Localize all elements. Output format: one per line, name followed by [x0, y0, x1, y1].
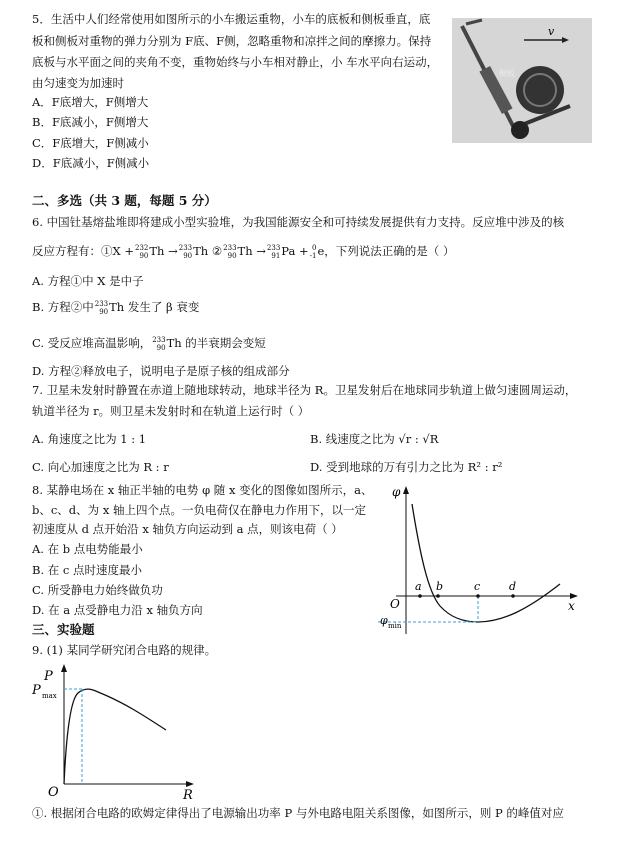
cart-illustration [452, 18, 592, 143]
label-c: c [474, 580, 481, 593]
label-d: d [509, 580, 517, 593]
q8-line1: 8. 某静电场在 x 轴正半轴的电势 φ 随 x 变化的图像如图所示，a、 [32, 483, 373, 497]
q6-c-charge: 90 [156, 344, 166, 352]
label-a: a [415, 580, 422, 593]
q6-option-c [32, 336, 266, 352]
q8-line3: 初速度从 d 点开始沿 x 轴负方向运动到 a 点，则该电荷（ ） [32, 522, 343, 536]
section-experiment-heading: 三、实验题 [32, 622, 95, 637]
pmax-label: P [32, 683, 41, 698]
q6-b-mass: 233 [94, 300, 109, 308]
q6-c-prefix: C. 受反应堆高温影响， [32, 336, 152, 350]
potential-graph [378, 484, 583, 644]
point-c [476, 594, 480, 598]
p-label: P [44, 669, 53, 684]
q5-line3: 底板与水平面之间的夹角不变，重物始终与小车相对静止，小 车水平向右运动， [32, 55, 439, 69]
section-multi-choice-heading: 二、多选（共 3 题，每题 5 分） [32, 193, 217, 208]
cart-wheel [511, 121, 529, 139]
th232-charge: 90 [139, 252, 149, 260]
origin-label-2: O [48, 785, 59, 800]
q8-option-b: B. 在 c 点时速度最小 [32, 563, 143, 577]
q7-option-b: B. 线速度之比为 √r : √R [310, 432, 439, 446]
q6-c-suffix: Th 的半衰期会变短 [166, 336, 266, 350]
eq-pa: Pa + [281, 244, 309, 258]
q6-b-prefix: B. 方程②中 [32, 300, 94, 314]
point-a [418, 594, 422, 598]
q5-option-c: C．F底增大，F侧减小 [32, 136, 149, 150]
electron-mass: 0 [312, 244, 317, 252]
eq-electron: e [317, 244, 325, 258]
q5-line1: 5．生活中人们经常使用如图所示的小车搬运重物，小车的底板和侧板垂直，底 [32, 12, 431, 26]
q5-option-d: D．F底减小，F侧减小 [32, 156, 150, 170]
q6-line1: 6. 中国钍基熔盐堆即将建成小型实验堆，为我国能源安全和可持续发展提供有力支持。反应堆中涉及的核 [32, 215, 565, 229]
eq-th1: Th → [149, 244, 178, 258]
x-label: x [568, 599, 575, 613]
q6-equation [32, 244, 454, 260]
q7-line1: 7. 卫星未发射时静置在赤道上随地球转动，地球半径为 R。卫星发射后在地球同步轨道上做匀速圆周运动， [32, 383, 577, 397]
th232-mass: 232 [134, 244, 149, 252]
phi-label: φ [392, 485, 401, 499]
pmax-subscript: max [42, 692, 57, 700]
electron-charge: -1 [309, 252, 317, 260]
q5-line4: 由匀速变为加速时 [32, 76, 124, 90]
th233-mass-1: 233 [178, 244, 193, 252]
q5-option-a: A．F底增大，F侧增大 [32, 95, 149, 109]
q7-option-d: D. 受到地球的万有引力之比为 R² : r² [310, 460, 503, 474]
q8-line2: b、c、d、为 x 轴上四个点。一负电荷仅在静电力作用下，以一定 [32, 503, 366, 517]
q9-line2: ①. 根据闭合电路的欧姆定律得出了电源输出功率 P 与外电路电阻关系图像，如图所示，则 P 的峰值对应 [32, 806, 564, 820]
power-resistance-graph [28, 660, 203, 800]
q6-b-charge: 90 [99, 308, 109, 316]
q8-option-c: C. 所受静电力始终做负功 [32, 583, 163, 597]
cart-photo [452, 18, 592, 143]
point-d [511, 594, 515, 598]
velocity-label: v [548, 25, 555, 38]
eq-suffix: ，下列说法正确的是（ ） [324, 244, 455, 258]
q6-c-mass: 233 [152, 336, 166, 344]
point-b [436, 594, 440, 598]
q8-option-d: D. 在 a 点受静电力沿 x 轴负方向 [32, 603, 203, 617]
phi-min-subscript: min [388, 622, 402, 630]
origin-label: O [390, 597, 400, 611]
q8-option-a: A. 在 b 点电势能最小 [32, 542, 143, 556]
eq-th2: Th ② [193, 244, 223, 258]
th233-mass-2: 233 [223, 244, 237, 252]
phi-curve [412, 504, 560, 622]
pa-mass: 233 [266, 244, 281, 252]
label-b: b [436, 580, 444, 593]
q6-b-suffix: Th 发生了 β 衰变 [109, 300, 200, 314]
r-label: R [183, 788, 193, 800]
phi-min-label: φ [380, 614, 388, 627]
q5-option-b: B．F底减小，F侧增大 [32, 115, 149, 129]
q7-line2: 轨道半径为 r。则卫星未发射时和在轨道上运行时（ ） [32, 404, 310, 418]
side-plate-label: 侧板 [499, 69, 515, 78]
eq-prefix: 反应方程有：①X + [32, 244, 134, 258]
q6-option-a: A. 方程①中 X 是中子 [32, 274, 144, 288]
th233-charge-2: 90 [227, 252, 237, 260]
q7-option-c: C. 向心加速度之比为 R : r [32, 460, 169, 474]
q6-option-b [32, 300, 199, 316]
power-curve [64, 689, 166, 784]
th233-charge-1: 90 [183, 252, 193, 260]
pa-charge: 91 [271, 252, 281, 260]
q9-line1: 9. (1) 某同学研究闭合电路的规律。 [32, 643, 217, 657]
eq-th3: Th → [237, 244, 266, 258]
q6-option-d: D. 方程②释放电子，说明电子是原子核的组成部分 [32, 364, 290, 378]
q5-line2: 板和侧板对重物的弹力分别为 F底、F侧，忽略重物和凉拌之间的摩擦力。保持 [32, 34, 432, 48]
q7-option-a: A. 角速度之比为 1 : 1 [32, 432, 147, 446]
